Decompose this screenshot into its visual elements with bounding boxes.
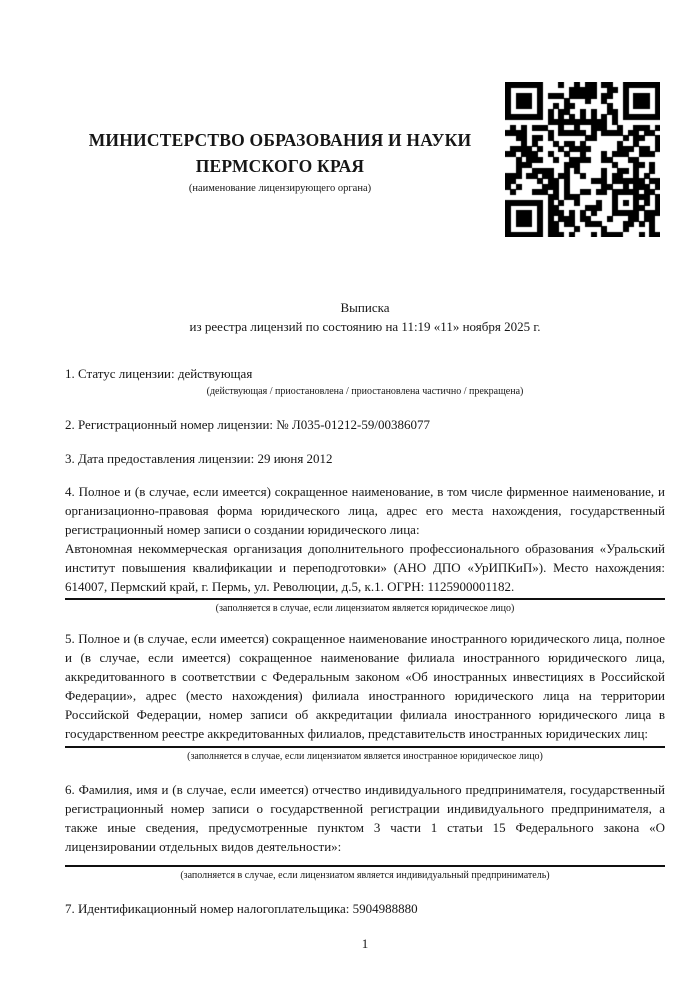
document-title-line2: из реестра лицензий по состоянию на 11:19 «11» ноября 2025 г. — [189, 319, 541, 334]
ministry-name-caption: (наименование лицензирующего органа) — [188, 183, 372, 194]
document-title — [65, 298, 665, 336]
item-4-legal-entity-label: 4. Полное и (в случае, если имеется) сокращенное наименование, в том числе фирменное наименование, и организационно-правовая форма юридического лица, адрес его места нахождения, государственный регистрационный номер записи о создании юридического лица: — [65, 484, 665, 537]
item-4-legal-entity-value: Автономная некоммерческая организация дополнительного профессионального образования «Уральский институт повышения квалификации и переподготовки» (АНО ДПО «УрИПКиП»). Место нахождения: 614007, Пермский край, г. Пермь, ул. Революции, д.5, к.1. ОГРН: 1125900001182. — [65, 541, 665, 594]
item-6-fill-caption: (заполняется в случае, если лицензиатом является индивидуальный предприниматель) — [180, 870, 550, 881]
item-6-individual-entrepreneur-label: 6. Фамилия, имя и (в случае, если имеется) отчество индивидуального предпринимателя, государственный регистрационный номер записи о государственной регистрации индивидуального предпринимателя, а также иные сведения, предусмотренные пунктом 3 части 1 статьи 15 Федерального закона «О лицензировании отдельных видов деятельности»: — [65, 782, 665, 854]
item-5-foreign-entity-label: 5. Полное и (в случае, если имеется) сокращенное наименование иностранного юридического лица, полное и (в случае, если имеется) сокращенное наименование филиала иностранного юридического лица, аккредитованного в соответствии с Федеральным законом «Об иностранных инвестициях в Российской Федерации», адрес (место нахождения) филиала иностранного юридического лица на территории Российской Федерации, номер записи об аккредитации филиала иностранного юридического лица в государственном реестре аккредитованных филиалов, представительств иностранных юридических лиц: — [65, 631, 665, 741]
ministry-name-line2: ПЕРМСКОГО КРАЯ — [195, 156, 365, 176]
licensing-authority-header — [40, 127, 520, 194]
item-1-license-status: 1. Статус лицензии: действующая — [65, 366, 253, 381]
item-4-fill-caption: (заполняется в случае, если лицензиатом является юридическое лицо) — [215, 603, 515, 614]
item-6-fill-line — [65, 865, 665, 867]
ministry-name-line1: МИНИСТЕРСТВО ОБРАЗОВАНИЯ И НАУКИ — [88, 130, 472, 150]
item-1-status-options-caption: (действующая / приостановлена / приостановлена частично / прекращена) — [206, 386, 524, 397]
item-5-fill-line — [65, 746, 665, 748]
qr-code — [505, 82, 660, 237]
document-title-line1: Выписка — [340, 300, 390, 315]
item-7-taxpayer-id: 7. Идентификационный номер налогоплательщика: 5904988880 — [65, 901, 418, 916]
page-number: 1 — [361, 936, 369, 951]
item-3-license-date: 3. Дата предоставления лицензии: 29 июня 2012 — [65, 451, 333, 466]
item-5-fill-caption: (заполняется в случае, если лицензиатом является иностранное юридическое лицо) — [187, 751, 543, 762]
document-body — [65, 298, 665, 953]
item-4-fill-line — [65, 598, 665, 600]
item-2-registration-number: 2. Регистрационный номер лицензии: № Л035-01212-59/00386077 — [65, 417, 431, 432]
